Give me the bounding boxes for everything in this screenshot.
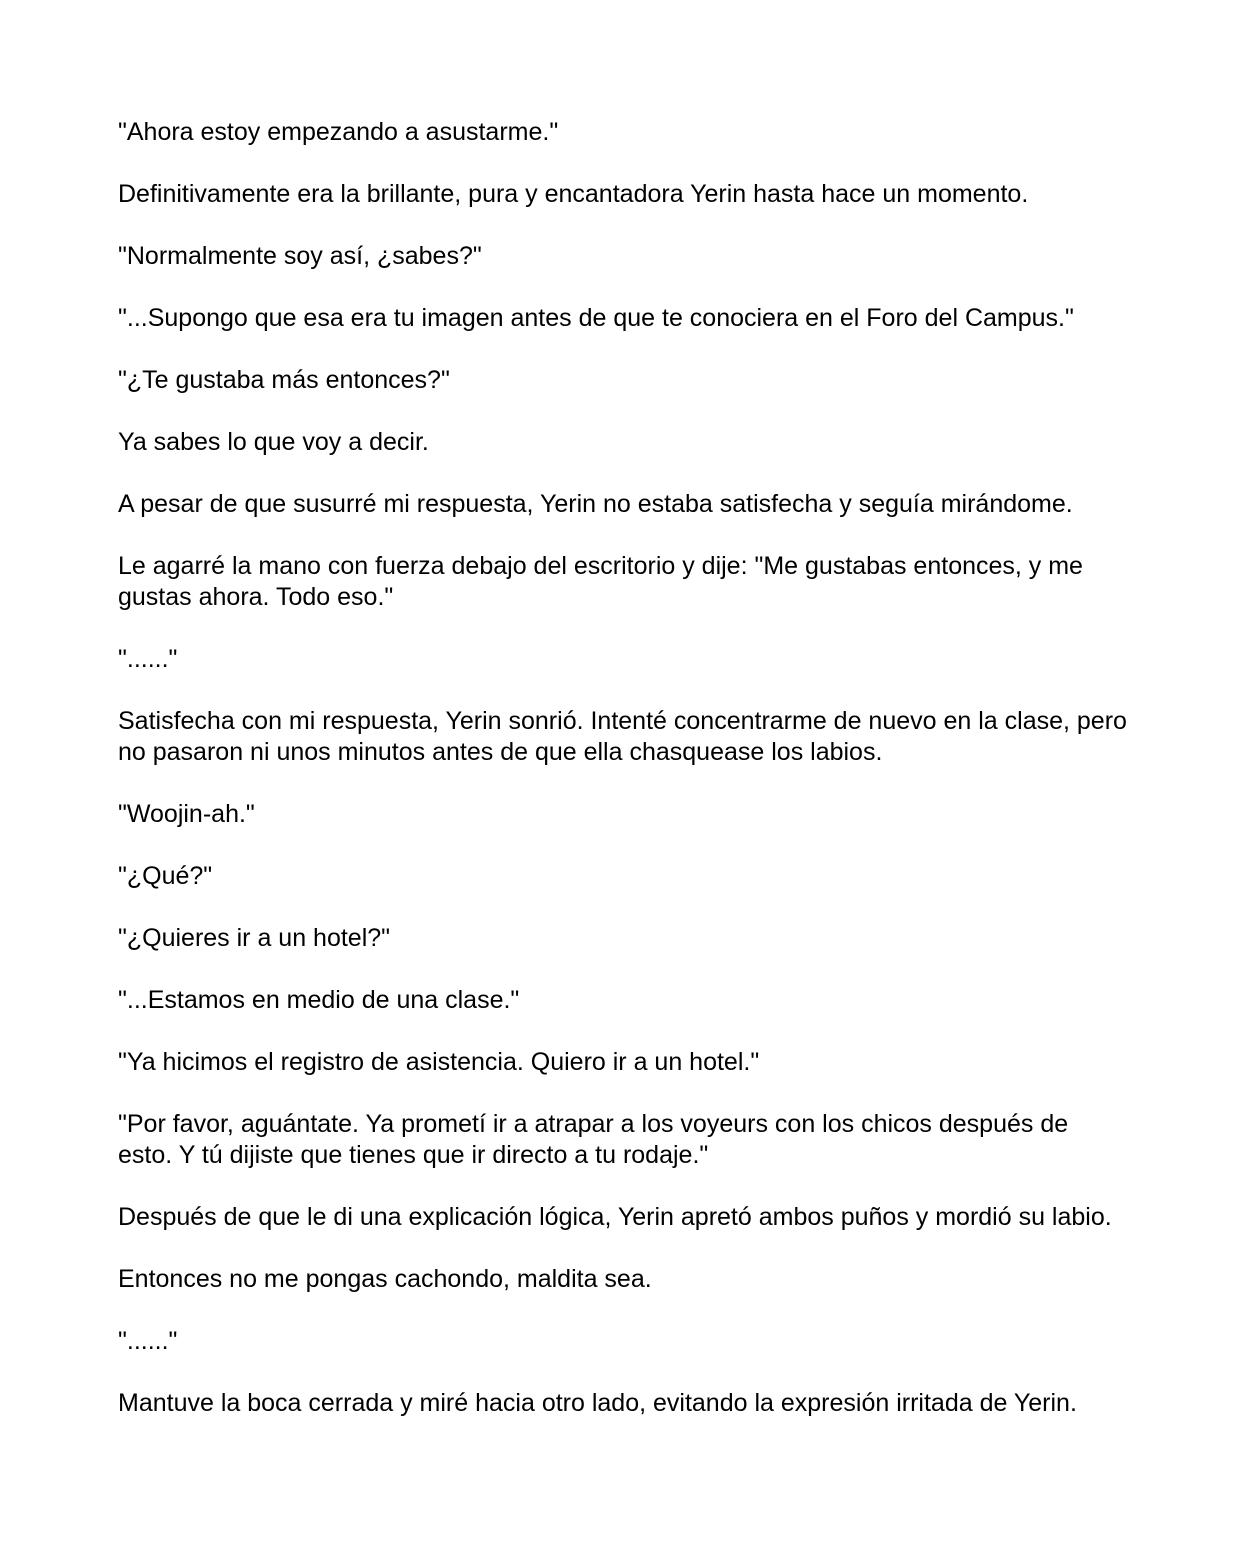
paragraph: "¿Qué?": [118, 862, 213, 890]
paragraph: "Ahora estoy empezando a asustarme.": [118, 118, 559, 146]
paragraph: "¿Te gustaba más entonces?": [118, 366, 450, 394]
paragraph: Después de que le di una explicación lógica, Yerin apretó ambos puños y mordió su labio.: [118, 1203, 1112, 1231]
paragraph: Ya sabes lo que voy a decir.: [118, 428, 429, 456]
paragraph: Definitivamente era la brillante, pura y encantadora Yerin hasta hace un momento.: [118, 180, 1029, 208]
paragraph: Le agarré la mano con fuerza debajo del escritorio y dije: "Me gustabas entonces, y me gustas ahora. Todo eso.": [118, 552, 1083, 611]
paragraph: "......": [118, 1327, 178, 1355]
paragraph: "Normalmente soy así, ¿sabes?": [118, 242, 482, 270]
paragraph: "Por favor, aguántate. Ya prometí ir a atrapar a los voyeurs con los chicos después de esto. Y tú dijiste que tienes que ir directo a tu rodaje.": [118, 1110, 1069, 1169]
paragraph: "Woojin-ah.": [118, 800, 255, 828]
document-body: [118, 117, 1128, 1450]
paragraph: "...Supongo que esa era tu imagen antes de que te conociera en el Foro del Campus.": [118, 304, 1074, 332]
paragraph: Mantuve la boca cerrada y miré hacia otro lado, evitando la expresión irritada de Yerin.: [118, 1389, 1077, 1417]
paragraph: "Ya hicimos el registro de asistencia. Quiero ir a un hotel.": [118, 1048, 760, 1076]
paragraph: Entonces no me pongas cachondo, maldita sea.: [118, 1265, 652, 1293]
paragraph: "¿Quieres ir a un hotel?": [118, 924, 391, 952]
paragraph: Satisfecha con mi respuesta, Yerin sonrió. Intenté concentrarme de nuevo en la clase, pero no pasaron ni unos minutos antes de que ella chasquease los labios.: [118, 707, 1127, 766]
paragraph: A pesar de que susurré mi respuesta, Yerin no estaba satisfecha y seguía mirándome.: [118, 490, 1073, 518]
paragraph: "...Estamos en medio de una clase.": [118, 986, 520, 1014]
paragraph: "......": [118, 645, 178, 673]
